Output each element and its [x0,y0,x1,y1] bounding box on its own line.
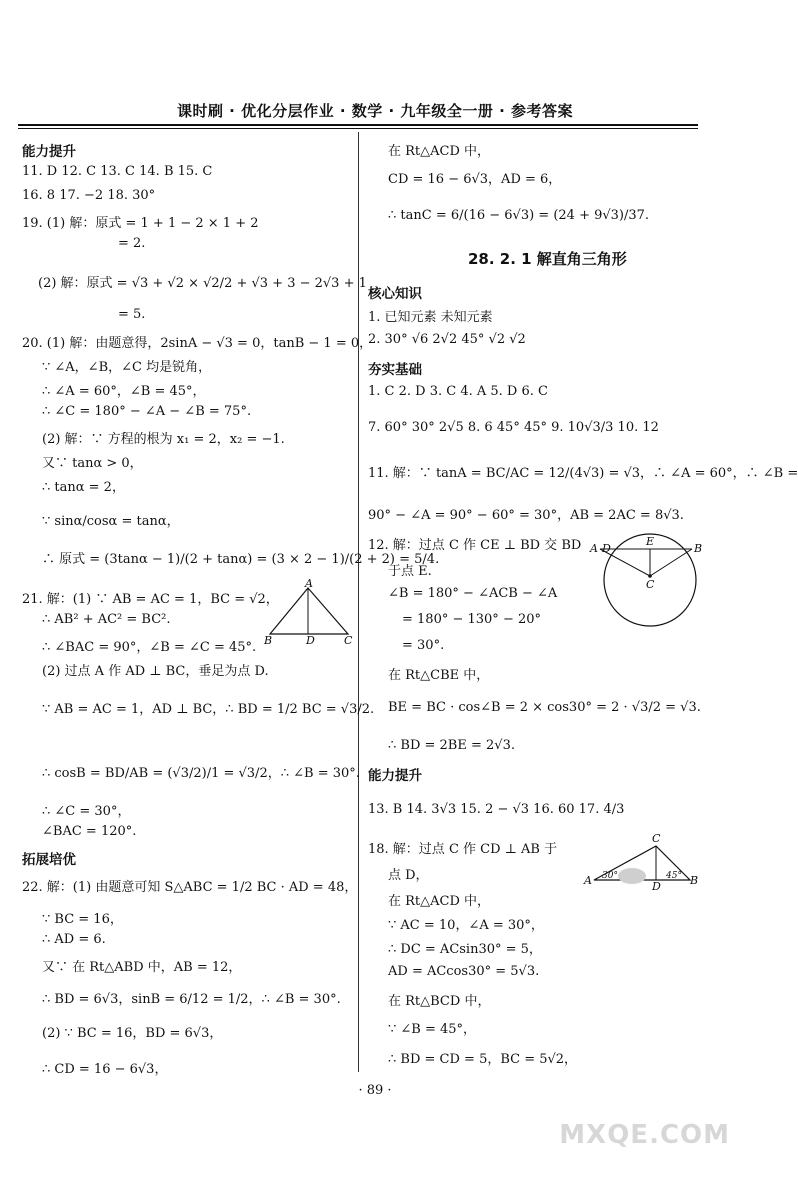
answer-line: ∠BAC = 120°. [42,824,137,839]
answer-line: = 2. [118,236,146,251]
answer-line: 在 Rt△CBE 中， [388,668,490,683]
label-d: D [306,634,315,647]
section-heading: 核心知识 [368,286,422,302]
answer-line: 11. D 12. C 13. C 14. B 15. C [22,164,213,179]
answer-line: ∴ AB² + AC² = BC². [42,612,171,627]
angle-a-label: 30° [602,871,618,881]
answer-line: ∵ sinα/cosα = tanα， [42,514,180,529]
answer-line: 1. 已知元素 未知元素 [368,310,493,325]
figure-12-circle [588,532,703,632]
label-b: B [264,634,273,647]
answer-line: (2) 解：∵ 方程的根为 x₁ = 2，x₂ = −1. [42,432,285,447]
answer-line: = 180° − 130° − 20° [402,612,542,627]
answer-line: 21. 解：(1) ∵ AB = AC = 1，BC = √2， [22,592,279,607]
label-a: A [590,542,598,555]
answer-line: 在 Rt△ACD 中， [388,144,491,159]
figure-18-triangle [580,832,700,893]
answer-line: ∵ ∠B = 45°， [388,1022,477,1037]
label-c: C [344,634,353,647]
answer-line: 11. 解：∵ tanA = BC/AC = 12/(4√3) = √3，∴ ∠A = 60°，∴ ∠B = [368,466,798,481]
section-title: 28. 2. 1 解直角三角形 [468,250,627,268]
answer-line: ∴ ∠C = 180° − ∠A − ∠B = 75°. [42,404,252,419]
answer-line: ∵ AC = 10，∠A = 30°， [388,918,544,933]
answer-line: ∴ DC = ACsin30° = 5， [388,942,542,957]
angle-b-label: 45° [666,871,682,881]
answer-line: (2) 解：原式 = √3 + √2 × √2/2 + √3 + 3 − 2√3 + 1 [38,276,367,291]
answer-line: 20. (1) 解：由题意得，2sinA − √3 = 0，tanB − 1 = 0， [22,336,373,351]
header-rule [18,124,698,126]
smudge [618,868,646,884]
answer-line: 于点 E. [388,564,432,579]
answer-line: ∴ ∠C = 30°， [42,804,131,819]
answer-line: 点 D， [388,868,429,883]
answer-line: (2) ∵ BC = 16，BD = 6√3， [42,1026,223,1041]
page-number: · 89 · [358,1083,392,1098]
answer-line: AD = ACcos30° = 5√3. [388,964,540,979]
answer-line: 1. C 2. D 3. C 4. A 5. D 6. C [368,384,548,399]
watermark: MXQE.COM [559,1120,730,1150]
label-c: C [652,832,661,845]
answer-line: ∵ AB = AC = 1，AD ⊥ BC，∴ BD = 1/2 BC = √3/2. [42,702,375,717]
answer-line: BE = BC · cos∠B = 2 × cos30° = 2 · √3/2 = √3. [388,700,701,715]
answer-line: 90° − ∠A = 90° − 60° = 30°，AB = 2AC = 8√3. [368,508,684,523]
header-rule-thin [18,128,698,129]
page-header: 课时刷 · 优化分层作业 · 数学 · 九年级全一册 · 参考答案 [176,102,574,120]
answer-line: CD = 16 − 6√3，AD = 6， [388,172,562,187]
answer-line: 2. 30° √6 2√2 45° √2 √2 [368,332,526,347]
label-a: A [305,577,313,590]
figure-21-triangle [262,578,354,646]
label-b: B [690,874,699,887]
answer-line: ∠B = 180° − ∠ACB − ∠A [388,586,558,601]
answer-line: 7. 60° 30° 2√5 8. 6 45° 45° 9. 10√3/3 10. 12 [368,420,659,435]
answer-line: = 5. [118,307,146,322]
answer-line: 13. B 14. 3√3 15. 2 − √3 16. 60 17. 4/3 [368,802,625,817]
answer-line: (2) 过点 A 作 AD ⊥ BC，垂足为点 D. [42,664,269,679]
answer-line: 22. 解：(1) 由题意可知 S△ABC = 1/2 BC · AD = 48， [22,880,358,895]
answer-line: ∵ ∠A，∠B，∠C 均是锐角， [42,360,212,375]
answer-line: 在 Rt△BCD 中， [388,994,491,1009]
answer-line: 12. 解：过点 C 作 CE ⊥ BD 交 BD [368,538,582,553]
answer-line: ∴ BD = 6√3，sinB = 6/12 = 1/2，∴ ∠B = 30°. [42,992,341,1007]
section-heading: 拓展培优 [22,852,76,868]
label-a: A [584,874,592,887]
answer-line: ∴ ∠BAC = 90°，∠B = ∠C = 45°. [42,640,257,655]
section-heading: 能力提升 [22,144,76,160]
answer-line: ∴ ∠A = 60°，∠B = 45°， [42,384,206,399]
segment-bc [650,549,692,576]
triangle-abc [270,588,348,634]
section-heading: 夯实基础 [368,362,422,378]
answer-line: ∴ BD = CD = 5，BC = 5√2， [388,1052,578,1067]
answer-line: ∵ BC = 16， [42,912,123,927]
label-b: B [694,542,703,555]
answer-line: 18. 解：过点 C 作 CD ⊥ AB 于 [368,842,558,857]
answer-line: 又∵ 在 Rt△ABD 中，AB = 12， [42,960,242,975]
label-e: E [646,535,655,548]
answer-line: ∴ AD = 6. [42,932,106,947]
answer-line: ∴ cosB = BD/AB = (√3/2)/1 = √3/2，∴ ∠B = 30°. [42,766,360,781]
answer-line: 16. 8 17. −2 18. 30° [22,188,156,203]
answer-line: ∴ 原式 = (3tanα − 1)/(2 + tanα) = (3 × 2 − 1)/(2 + 2) = 5/4. [42,552,440,567]
label-d: D [602,542,611,555]
answer-line: 在 Rt△ACD 中， [388,894,491,909]
section-heading: 能力提升 [368,768,422,784]
answer-line: 19. (1) 解：原式 = 1 + 1 − 2 × 1 + 2 [22,216,259,231]
label-c: C [646,578,655,591]
answer-line: ∴ tanα = 2， [42,480,125,495]
answer-line: ∴ BD = 2BE = 2√3. [388,738,515,753]
answer-line: ∴ CD = 16 − 6√3， [42,1062,168,1077]
answer-line: 又∵ tanα > 0， [42,456,143,471]
answer-line: = 30°. [402,638,445,653]
answer-line: ∴ tanC = 6/(16 − 6√3) = (24 + 9√3)/37. [388,208,650,223]
label-d: D [652,880,661,893]
